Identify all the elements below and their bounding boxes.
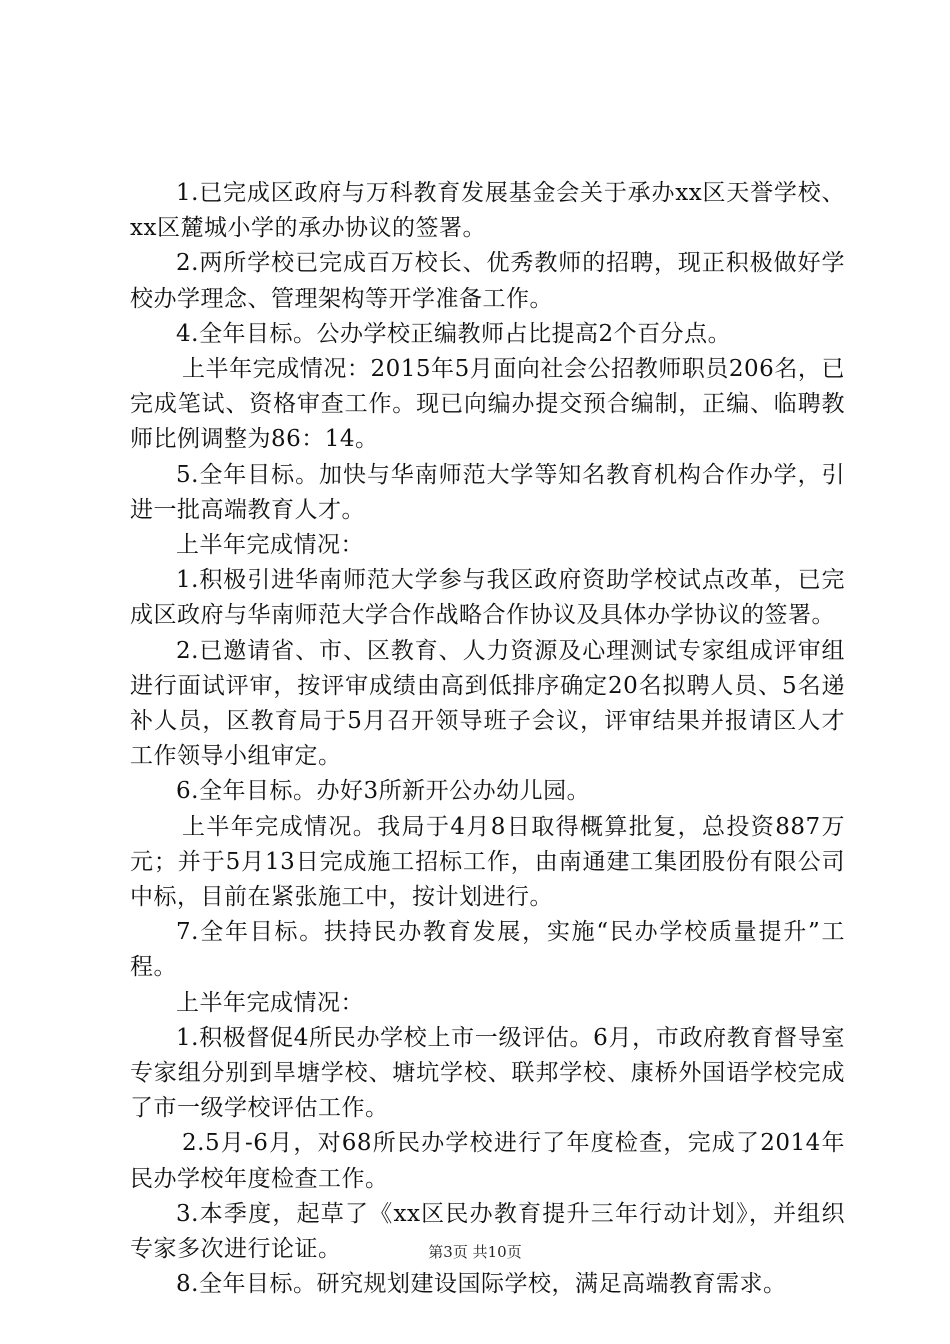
paragraph: 4.全年目标。公办学校正编教师占比提高2个百分点。 [176,320,732,347]
paragraph: 7.全年目标。扶持民办教育发展，实施“民办学校质量提升”工程。 [130,919,845,981]
paragraph: 上半年完成情况： [176,989,364,1016]
paragraph: 上半年完成情况：2015年5月面向社会公招教师职员206名，已完成笔试、资格审查工作。现已向编办提交预合编制，正编、临聘教师比例调整为86：14。 [130,356,845,453]
paragraph: 8.全年目标。研究规划建设国际学校，满足高端教育需求。 [176,1271,787,1298]
paragraph: 5.全年目标。加快与华南师范大学等知名教育机构合作办学，引进一批高端教育人才。 [130,461,845,523]
paragraph: 6.全年目标。办好3所新开公办幼儿园。 [176,778,591,805]
paragraph: 1.积极引进华南师范大学参与我区政府资助学校试点改革，已完成区政府与华南师范大学合作战略合作协议及具体办学协议的签署。 [130,567,845,629]
paragraph: 上半年完成情况。我局于4月8日取得概算批复，总投资887万元；并于5月13日完成施工招标工作，由南通建工集团股份有限公司中标，目前在紧张施工中，按计划进行。 [130,813,845,911]
paragraph: 1.积极督促4所民办学校上市一级评估。6月，市政府教育督导室专家组分别到旱塘学校、塘坑学校、联邦学校、康桥外国语学校完成了市一级学校评估工作。 [130,1024,845,1122]
paragraph: 2.5月-6月，对68所民办学校进行了年度检查，完成了2014年民办学校年度检查工作。 [130,1130,845,1192]
paragraph: 2.两所学校已完成百万校长、优秀教师的招聘，现正积极做好学校办学理念、管理架构等开学准备工作。 [130,250,845,312]
paragraph: 1.已完成区政府与万科教育发展基金会关于承办xx区天誉学校、xx区麓城小学的承办协议的签署。 [130,180,845,242]
paragraph: 上半年完成情况： [176,532,364,559]
document-body [130,176,845,1303]
paragraph: 2.已邀请省、市、区教育、人力资源及心理测试专家组成评审组进行面试评审，按评审成绩由高到低排序确定20名拟聘人员、5名递补人员，区教育局于5月召开领导班子会议，评审结果并报请区人才工作领导小组审定。 [130,637,845,770]
paragraph: 3.本季度，起草了《xx区民办教育提升三年行动计划》，并组织专家多次进行论证。 [130,1200,845,1263]
page-number-footer: 第3页 共10页 [428,1243,522,1261]
